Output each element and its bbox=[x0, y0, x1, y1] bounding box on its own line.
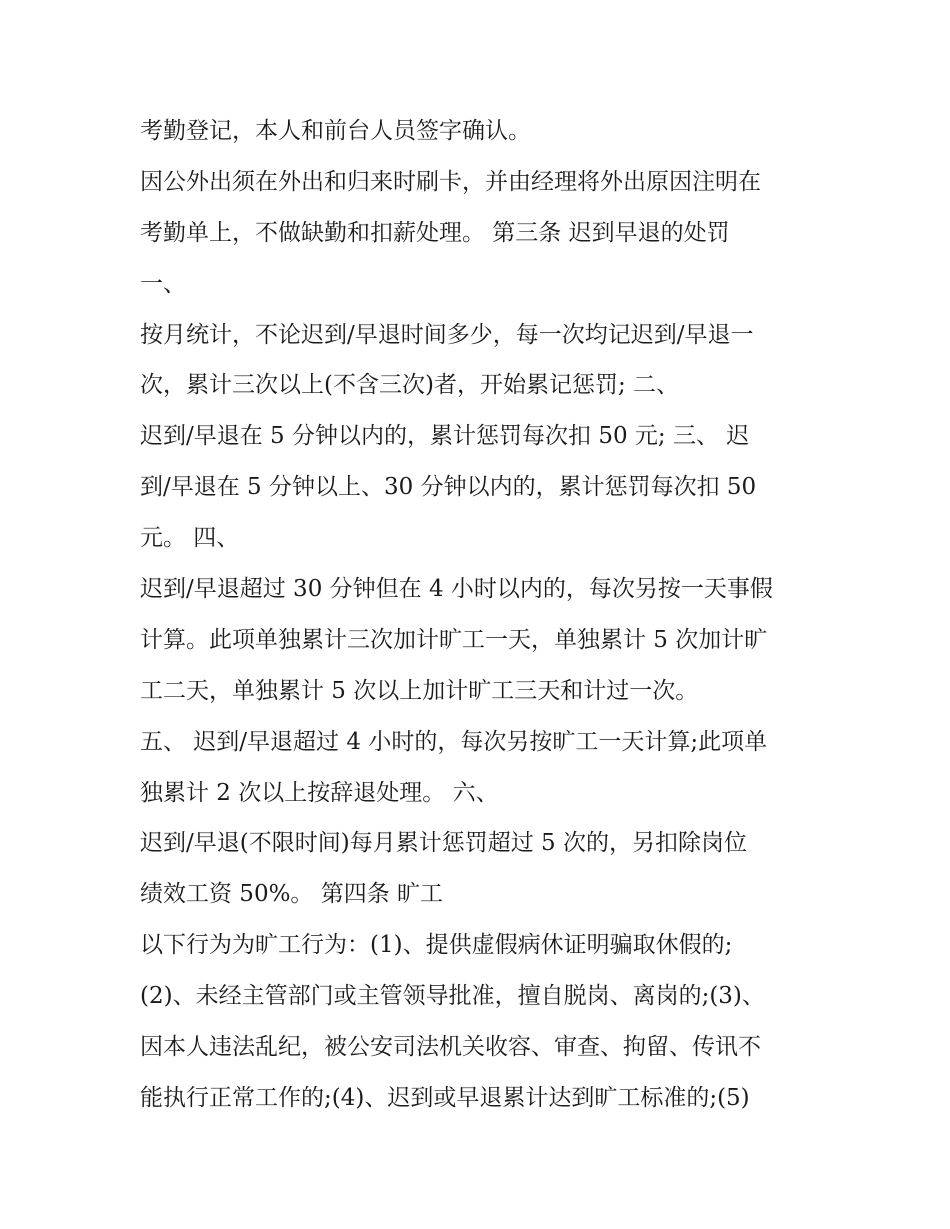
text-line: 考勤登记，本人和前台人员签字确认。 bbox=[140, 118, 531, 144]
text-line: 迟到/早退超过 30 分钟但在 4 小时以内的，每次另按一天事假 bbox=[140, 576, 773, 603]
text-line: 以下行为为旷工行为：(1)、提供虚假病休证明骗取休假的; bbox=[140, 932, 733, 959]
text-line: 迟到/早退(不限时间)每月累计惩罚超过 5 次的，另扣除岗位 bbox=[140, 830, 747, 857]
text-line: 考勤单上，不做缺勤和扣薪处理。 第三条 迟到早退的处罚 bbox=[140, 219, 730, 246]
text-line: 因公外出须在外出和归来时刷卡，并由经理将外出原因注明在 bbox=[140, 168, 761, 195]
text-line: 五、 迟到/早退超过 4 小时的，每次另按旷工一天计算;此项单 bbox=[140, 728, 768, 755]
text-line: 迟到/早退在 5 分钟以内的，累计惩罚每次扣 50 元; 三、 迟 bbox=[140, 423, 750, 450]
document-body bbox=[140, 106, 830, 1124]
text-line: 一、 bbox=[140, 270, 186, 297]
text-line: 能执行正常工作的;(4)、迟到或早退累计达到旷工标准的;(5) bbox=[140, 1084, 750, 1111]
text-line: 次，累计三次以上(不含三次)者，开始累记惩罚; 二、 bbox=[140, 372, 680, 399]
text-line: 工二天，单独累计 5 次以上加计旷工三天和计过一次。 bbox=[140, 677, 699, 704]
text-line: 计算。此项单独累计三次加计旷工一天，单独累计 5 次加计旷 bbox=[140, 626, 768, 653]
text-line: (2)、未经主管部门或主管领导批准，擅自脱岗、离岗的;(3)、 bbox=[140, 983, 765, 1010]
text-line: 按月统计，不论迟到/早退时间多少，每一次均记迟到/早退一 bbox=[140, 321, 754, 348]
text-line: 独累计 2 次以上按辞退处理。 六、 bbox=[140, 779, 499, 806]
text-line: 绩效工资 50%。 第四条 旷工 bbox=[140, 881, 444, 908]
text-line: 因本人违法乱纪，被公安司法机关收容、审查、拘留、传讯不 bbox=[140, 1034, 761, 1061]
text-line: 到/早退在 5 分钟以上、30 分钟以内的，累计惩罚每次扣 50 bbox=[140, 474, 757, 501]
text-line: 元。 四、 bbox=[140, 525, 240, 552]
